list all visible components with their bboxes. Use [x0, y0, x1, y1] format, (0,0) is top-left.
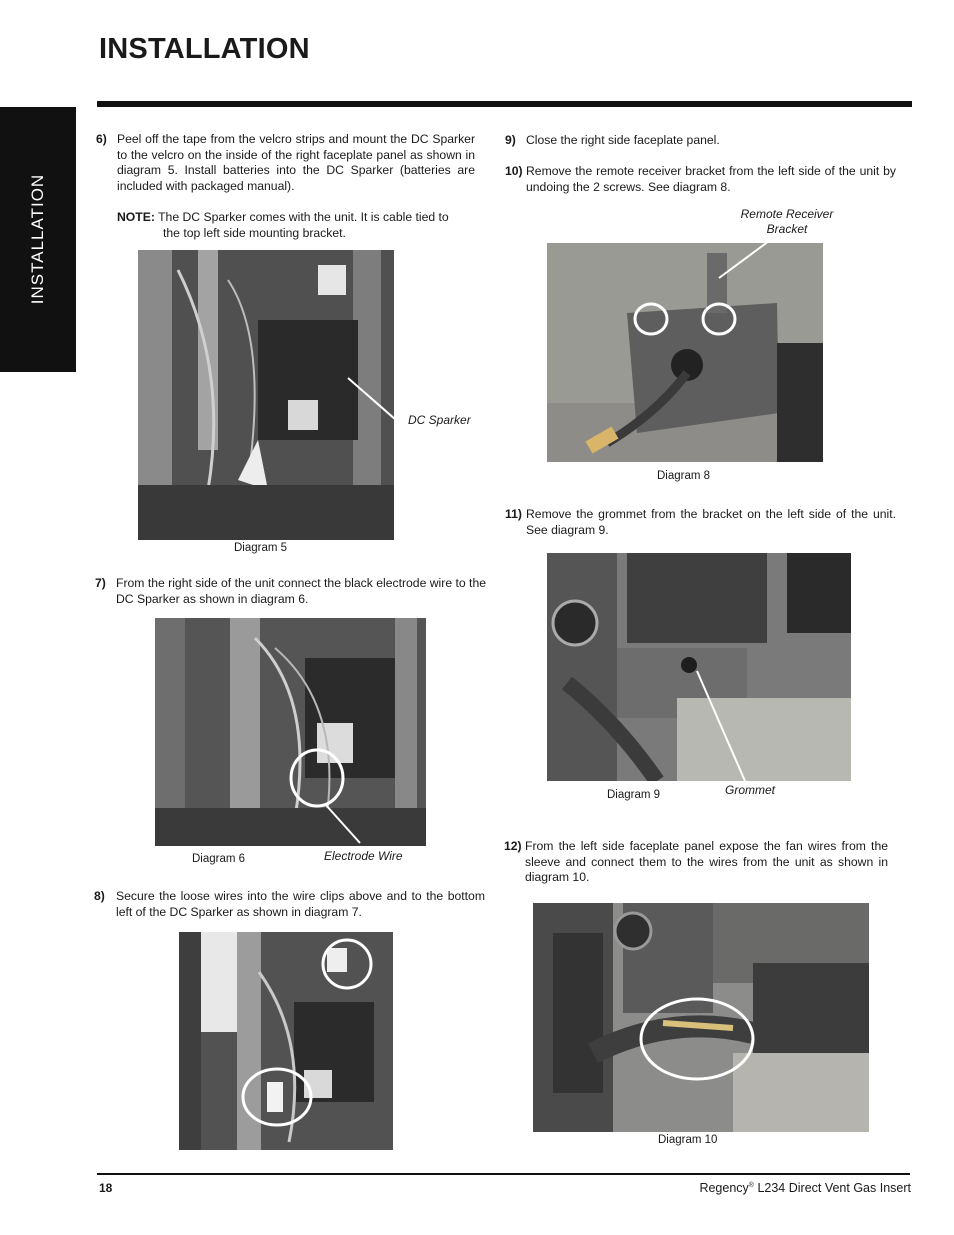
note-label: NOTE: [117, 210, 155, 224]
side-tab-label: INSTALLATION [28, 173, 47, 305]
step-10 [505, 164, 896, 196]
diagram-8-label-line-1: Remote Receiver [740, 207, 834, 221]
header-rule [97, 101, 912, 107]
step-number: 7) [95, 576, 106, 590]
footer-product-name: L234 Direct Vent Gas Insert [753, 1181, 911, 1195]
diagram-5-caption: Diagram 5 [234, 542, 288, 554]
footer-rule [97, 1173, 910, 1175]
diagram-6-caption: Diagram 6 [192, 853, 246, 865]
step-text: Remove the grommet from the bracket on the left side of the unit. See diagram 9. [526, 507, 896, 537]
diagram-10-photo [533, 903, 869, 1132]
step-12 [504, 839, 888, 887]
step-text: Remove the remote receiver bracket from the left side of the unit by undoing the 2 screws. See diagram 8. [526, 164, 896, 194]
step-number: 6) [96, 132, 107, 146]
diagram-8-caption: Diagram 8 [657, 470, 711, 482]
step-8 [94, 889, 485, 921]
diagram-5-photo [138, 250, 394, 540]
step-9 [505, 133, 900, 149]
diagram-9-photo [547, 553, 851, 781]
diagram-8-label [727, 207, 847, 237]
note [117, 210, 477, 241]
note-line-1: The DC Sparker comes with the unit. It is cable tied to [158, 210, 449, 224]
side-tab [0, 107, 76, 372]
diagram-9-label: Grommet [725, 783, 776, 797]
diagram-5-label: DC Sparker [408, 413, 471, 427]
step-11 [505, 507, 896, 539]
step-number: 8) [94, 889, 105, 903]
step-text: From the right side of the unit connect the black electrode wire to the DC Sparker as shown in diagram 6. [116, 576, 486, 606]
step-text: Secure the loose wires into the wire clips above and to the bottom left of the DC Sparker as shown in diagram 7. [116, 889, 485, 919]
step-text: Close the right side faceplate panel. [526, 133, 720, 147]
step-6 [96, 132, 475, 196]
page-title: INSTALLATION [99, 33, 310, 65]
diagram-8-photo [547, 243, 823, 462]
registered-mark: ® [748, 1181, 754, 1189]
footer-brand: Regency [699, 1181, 749, 1195]
step-text: Peel off the tape from the velcro strips and mount the DC Sparker to the velcro on the inside of the right faceplate panel as shown in diagram 5. Install batteries into the DC Sparker (batteries are included with packaged manual). [117, 132, 475, 193]
step-number: 11) [505, 507, 522, 521]
step-number: 12) [504, 839, 522, 853]
step-number: 10) [505, 164, 523, 178]
step-7 [95, 576, 486, 608]
diagram-8-label-line-2: Bracket [766, 222, 808, 236]
page-number: 18 [99, 1181, 113, 1195]
diagram-6-photo [155, 618, 426, 846]
diagram-9-caption: Diagram 9 [607, 789, 661, 801]
step-text: From the left side faceplate panel expose the fan wires from the sleeve and connect them to the wires from the unit as shown in diagram 10. [525, 839, 888, 885]
footer-product [699, 1181, 911, 1195]
note-line-2: the top left side mounting bracket. [163, 225, 346, 240]
step-number: 9) [505, 133, 516, 147]
diagram-7-photo [179, 932, 393, 1150]
diagram-10-caption: Diagram 10 [658, 1134, 718, 1146]
diagram-6-label: Electrode Wire [324, 849, 403, 863]
